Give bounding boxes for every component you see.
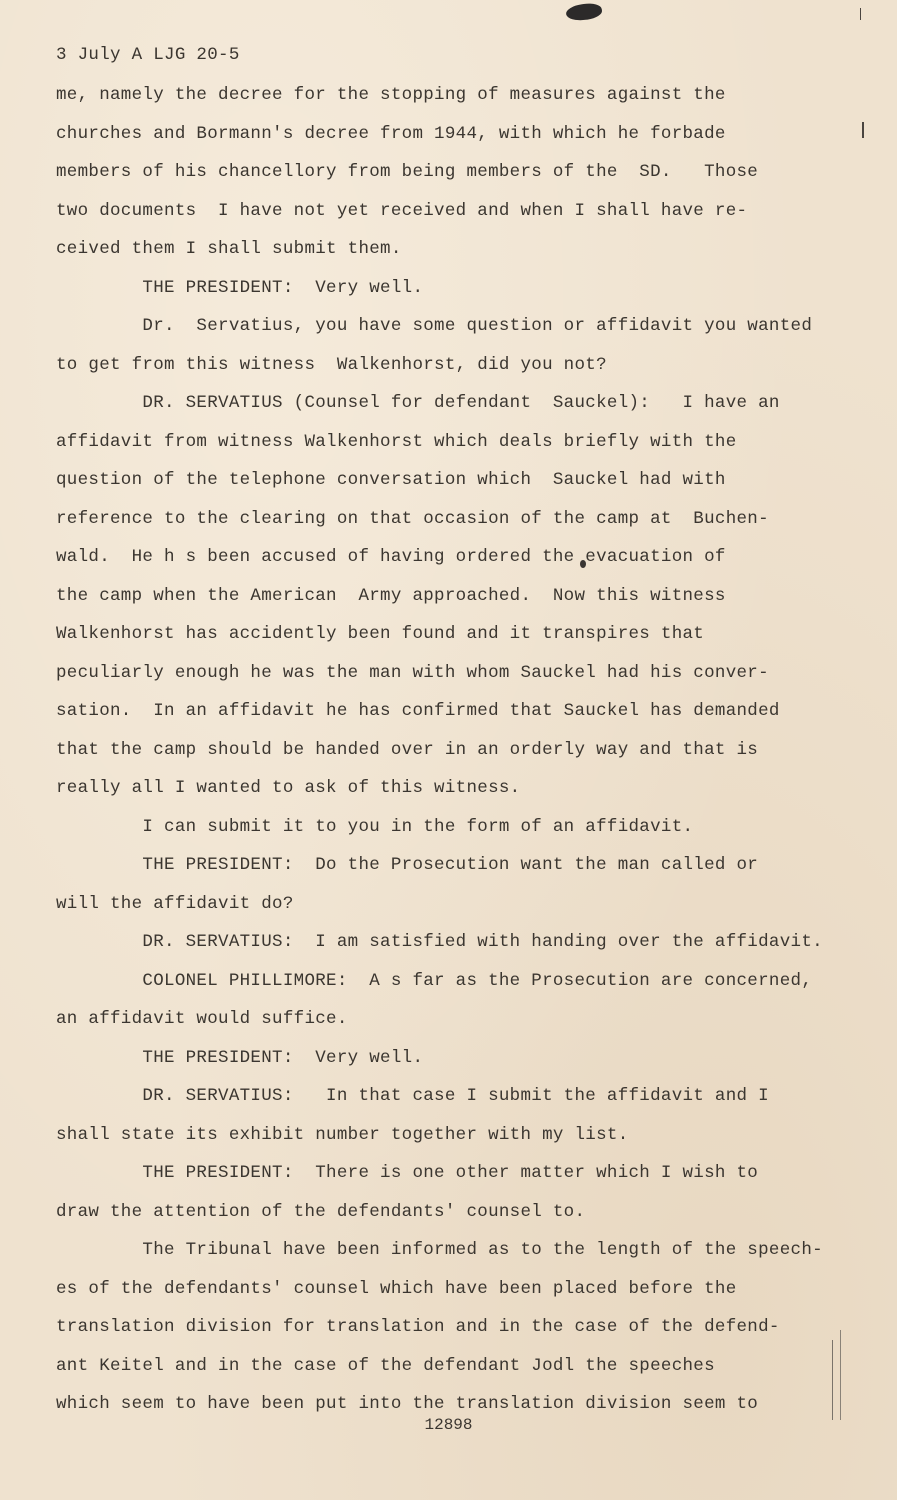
text-line: to get from this witness Walkenhorst, did you not? <box>56 354 607 375</box>
text-line: THE PRESIDENT: There is one other matter which I wish to <box>56 1163 759 1183</box>
text-line: ant Keitel and in the case of the defendant Jodl the speeches <box>56 1355 715 1376</box>
text-line: shall state its exhibit number together with my list. <box>56 1124 629 1145</box>
typed-text <box>56 42 846 1424</box>
text-line: two documents I have not yet received and when I shall have re- <box>56 200 748 221</box>
text-line: The Tribunal have been informed as to the length of the speech- <box>56 1240 823 1260</box>
ink-blot <box>565 2 603 23</box>
text-line: an affidavit would suffice. <box>56 1009 348 1029</box>
text-line: wald. He h s been accused of having ordered the evacuation of <box>56 547 726 567</box>
text-line: question of the telephone conversation which Sauckel had with <box>56 470 726 490</box>
text-line: reference to the clearing on that occasion of the camp at Buchen- <box>56 508 769 529</box>
text-line: DR. SERVATIUS: I am satisfied with handing over the affidavit. <box>56 932 823 952</box>
text-line: sation. In an affidavit he has confirmed that Sauckel has demanded <box>56 701 780 721</box>
text-line: I can submit it to you in the form of an affidavit. <box>56 816 694 837</box>
text-line: that the camp should be handed over in an orderly way and that is <box>56 739 759 760</box>
text-line: translation division for translation and in the case of the defend- <box>56 1317 780 1337</box>
text-line: me, namely the decree for the stopping of measures against the <box>56 85 726 105</box>
text-line: DR. SERVATIUS (Counsel for defendant Sauckel): I have an <box>56 393 780 413</box>
text-line: draw the attention of the defendants' counsel to. <box>56 1201 586 1222</box>
text-line: which seem to have been put into the translation division seem to <box>56 1394 759 1414</box>
text-line: really all I wanted to ask of this witness. <box>56 778 521 798</box>
text-line: churches and Bormann's decree from 1944, with which he forbade <box>56 123 726 144</box>
text-line: DR. SERVATIUS: In that case I submit the affidavit and I <box>56 1086 769 1106</box>
text-line: THE PRESIDENT: Very well. <box>56 1047 424 1068</box>
text-line: THE PRESIDENT: Do the Prosecution want the man called or <box>56 855 759 875</box>
text-line: THE PRESIDENT: Very well. <box>56 277 424 298</box>
margin-mark <box>860 8 861 20</box>
page-number: 12898 <box>424 1416 473 1434</box>
text-line: will the affidavit do? <box>56 893 294 914</box>
margin-mark <box>862 122 864 138</box>
text-line: es of the defendants' counsel which have been placed before the <box>56 1278 737 1299</box>
text-line: Walkenhorst has accidently been found and it transpires that <box>56 624 705 644</box>
text-line: peculiarly enough he was the man with whom Sauckel had his conver- <box>56 662 769 683</box>
text-line: affidavit from witness Walkenhorst which deals briefly with the <box>56 431 737 452</box>
text-line: Dr. Servatius, you have some question or affidavit you wanted <box>56 316 813 336</box>
text-line: members of his chancellory from being members of the SD. Those <box>56 162 759 182</box>
text-line: COLONEL PHILLIMORE: A s far as the Prosecution are concerned, <box>56 970 813 991</box>
page-header: 3 July A LJG 20-5 <box>56 45 240 65</box>
text-line: the camp when the American Army approached. Now this witness <box>56 585 726 606</box>
text-line: ceived them I shall submit them. <box>56 239 402 259</box>
